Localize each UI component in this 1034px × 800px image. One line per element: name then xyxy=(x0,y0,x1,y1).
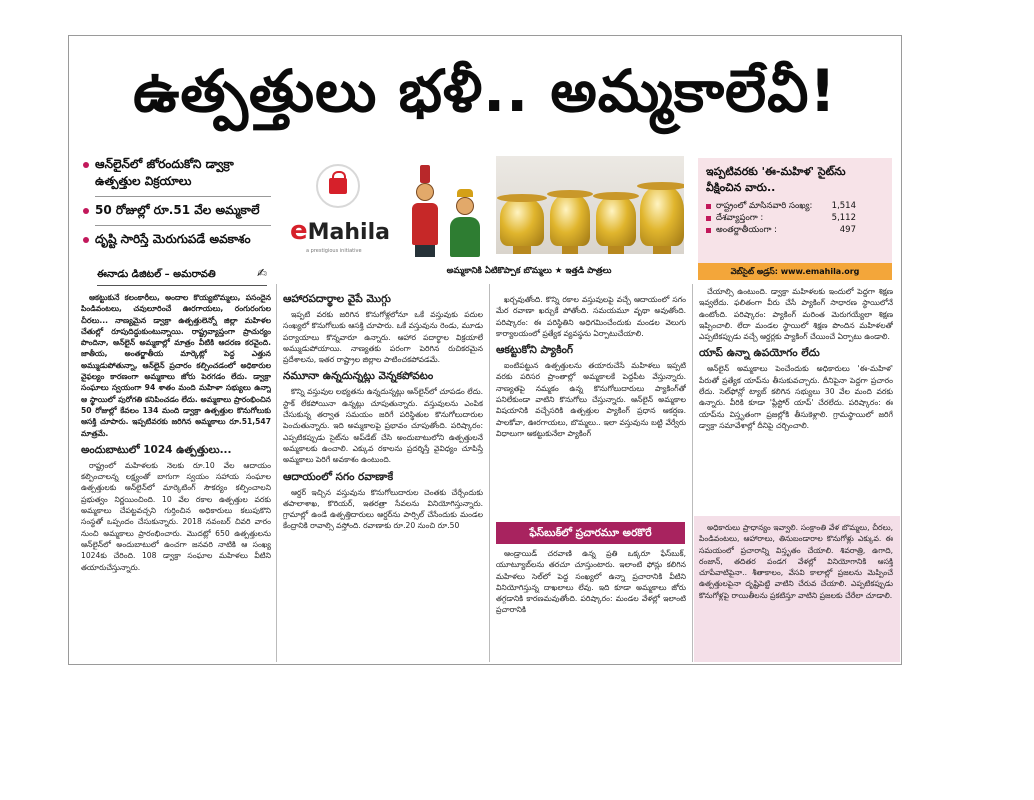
section-heading: ఆదాయంలో సగం రవాణాకే xyxy=(283,470,394,483)
pen-icon: ✍ xyxy=(256,266,267,280)
article-paragraph: కొన్ని వస్తువుల లభ్యతను ఉన్నదున్నట్లు ఆన్‌లైన్‌లో చూపడం లేదు. స్టాక్ లేకపోయినా ఉన్నట్లు చూపుతున్నారు. వస్తువులను ఎంపిక చేసుకున్న తర్వాత సమయం జరిగే పరిస్థితుల కొనుగోలుదారుల పెంచుతున్నారు. ఇది అమ్మకాలపై ప్రభావం చూపుతోంది. పరిష్కారం: ఎప్పటికప్పుడు సైట్‌ను అప్‌డేట్ చేసి అందుబాటులోని ఉత్పత్తులనే అమ్మకాలకు ఉంచాలి. ఎక్కువ రకాలను ప్రదర్శిస్తే వైవిధ్యం చూపిస్తే అమ్మకాలు పెరిగే అవకాశం ఉంటుంది. xyxy=(283,387,483,465)
article-column-3-bottom xyxy=(496,548,686,662)
logo-letter: e xyxy=(290,216,308,246)
visitor-stats-box xyxy=(698,158,892,280)
section-heading: ఆకట్టుకోని ప్యాకింగ్ xyxy=(496,344,574,357)
stat-row xyxy=(698,224,892,236)
male-doll xyxy=(410,165,440,257)
logo-name: Mahila xyxy=(307,220,390,245)
facebook-section-heading: ఫేస్‌బుక్‌లో ప్రచారమూ అరకొరే xyxy=(496,522,685,544)
article-column-3-top xyxy=(496,294,686,520)
byline-text: ఈనాడు డిజిటల్ – అమరావతి xyxy=(97,269,216,280)
article-column-4 xyxy=(699,286,893,512)
shopping-bag-icon xyxy=(316,164,360,208)
bullet-item: దృష్టి సారిస్తే మెరుగుపడే అవకాశం xyxy=(81,231,271,248)
section-heading: అందుబాటులో 1024 ఉత్పత్తులు... xyxy=(81,443,232,456)
bullet-item: ఆన్‌లైన్‌లో జోరందుకోని డ్వాక్రా ఉత్పత్తుల విక్రయాలు xyxy=(81,156,271,190)
brass-vessels-photo xyxy=(496,156,684,254)
byline xyxy=(97,268,267,286)
article-paragraph: ఖర్చవుతోంది. కొన్ని రకాల వస్తువులపై వచ్చే ఆదాయంలో సగం మేర రవాణా ఖర్చుకే పోతోంది. సమయమూ వృథా అవుతోంది. పరిష్కారం: ఈ పరిస్థితిని అధిగమించేందుకు మండల వెలుగు కార్యాలయంలో ప్రత్యేక వ్యవస్థను ఏర్పాటుచేయాలి. xyxy=(496,295,686,338)
section-heading: నమూనా ఉన్నదున్నట్లు వెన్నకపోవటం xyxy=(283,370,434,383)
summary-bullets xyxy=(81,156,271,254)
article-paragraph: చేయాల్సి ఉంటుంది. డ్వాక్రా మహిళలకు ఇందులో పెద్దగా శిక్షణ ఇవ్వలేదు. ఫలితంగా వీరు చేసే ప్యాకింగ్ సాధారణ స్థాయిలోనే ఉంటోంది. పరిష్కారం: ప్యాకింగ్ మరింత మెరుగయ్యేలా శిక్షణ ఇప్పించాలి. లేదా మండల స్థాయిలో శిక్షణ పొందిన మహిళలతో ఎప్పటికప్పుడు వచ్చే ఆర్డర్లకు ప్యాకింగ్ చేయించే ఏర్పాటు ఉండాలి. xyxy=(699,287,893,342)
website-url[interactable]: www.emahila.org xyxy=(780,267,860,276)
headline: ఉత్పత్తులు భళీ.. అమ్మకాలేవీ! xyxy=(133,57,837,125)
stat-row xyxy=(698,200,892,212)
article-paragraph: ఆర్డర్ ఇచ్చిన వస్తువును కొనుగోలుదారుల చెంతకు చేర్చేందుకు తపాలాశాఖ, కొరియర్, ఇతరత్రా సేవలను వినియోగిస్తున్నారు. గ్రామాల్లో ఉండే ఉత్పత్తిదారులు ఆర్డర్‌ను పార్సిల్ చేసేందుకు మండల కేంద్రానికి రావాల్సి వస్తోంది. రవాణాకు రూ.20 నుంచి రూ.50 xyxy=(283,487,483,531)
stat-label: రాష్ట్రంలో మాసినవారి సంఖ్య: xyxy=(716,201,813,211)
stat-label: దేశవ్యాప్తంగా : xyxy=(716,213,764,223)
female-doll xyxy=(450,189,480,257)
article-paragraph: ఐంటిపట్టున ఉత్పత్తులను తయారుచేసే మహిళలు ఇప్పటి వరకు పరిసర ప్రాంతాల్లో అమ్మకాలకే పెద్దపీట వేస్తున్నారు. నాణ్యతపై నమ్మకం ఉన్న కొనుగోలుదారులు ప్యాకింగ్‌తో పనిలేకుండా వాటిని కొనుగోలు చేస్తున్నారు. ఆన్‌లైన్ అమ్మకాల విషయానికి వచ్చేసరికి ఉత్పత్తుల ప్యాకింగ్ ప్రధాన ఆకర్షణ. పాలకోవా, ఊరగాయలు, బొమ్మలు.. ఇలా వస్తువును బట్టి వేర్వేరు విధాలుగా ఆకట్టుకునేలా ప్యాకింగ్ xyxy=(496,361,686,438)
column-divider xyxy=(276,284,277,662)
photo-caption: అమ్మకానికి ఏటికొప్పాక బొమ్మలు ★ ఇత్తడి పాత్రలు xyxy=(446,266,612,276)
bullet-divider xyxy=(95,225,271,226)
section-heading: యాప్ ఉన్నా ఉపయోగం లేదు xyxy=(699,347,820,360)
section-heading: ఆహారపదార్థాల వైపే మొగ్గు xyxy=(283,293,391,305)
article-column-1 xyxy=(81,292,271,662)
website-bar xyxy=(698,263,892,280)
article-paragraph: అధికారులు ప్రాధాన్యం ఇవ్వాలి. సంక్రాంతి వేళ బొమ్మలు, చీరలు, పిండివంటలు, ఆహారాలు, తినుబండారాల కొనుగోళ్లు ఎక్కువ. ఈ సమయంలో ప్రచారాన్ని విస్తృతం చేయాలి. శివరాత్రి, ఉగాది, రంజాన్, తదితర పండగ వేళల్లో వినియోగానికి ఆసక్తి చూపేవాటిపైనా.. శీతాకాలం, వేసవి కాలాల్లో ప్రజలను మెప్పించే ఉత్పత్తులపైనా దృష్టిపెట్టి వాటిని చేరువ చేయాలి. ఎప్పటికప్పుడు కొనుగోళ్లపై రాయితీలను ప్రకటిస్తూ వాటిని ప్రజలకు చేరేలా చూడాలి. xyxy=(699,523,893,600)
article-paragraph: ఆన్‌లైన్ అమ్మకాలు పెంచేందుకు అధికారులు 'ఈ-మహిళ' పేరుతో ప్రత్యేక యాప్‌ను తీసుకువచ్చారు. దీనిపైనా పెద్దగా ప్రచారం లేదు. సెల్‌ఫోన్లో ట్యాబ్ కలిగిన సభ్యులు 30 వేల మంది వరకు ఉన్నారు. వీరికి కూడా 'ప్లేస్టోర్ యాప్' చేరలేదు. పరిష్కారం: ఈ యాప్‌ను విస్తృతంగా ప్రజల్లోకి తీసుకెళ్లాలి. గ్రామస్థాయిలో జరిగే డ్వాక్రా సమావేశాల్లో దీనిపై చర్చించాలి. xyxy=(699,364,893,430)
article-column-4-bottom xyxy=(699,522,893,660)
bullet-item: 50 రోజుల్లో రూ.51 వేల అమ్మకాలే xyxy=(81,202,271,219)
stat-value: 1,514 xyxy=(831,201,856,211)
infobox-title: ఇప్పటివరకు 'ఈ-మహిళ' సైట్‌ను వీక్షించిన వారు.. xyxy=(706,165,846,194)
etikoppaka-dolls-image xyxy=(402,158,492,263)
stat-value: 5,112 xyxy=(831,213,856,223)
bullet-divider xyxy=(95,196,271,197)
column-divider xyxy=(692,284,693,662)
article-paragraph: ఇప్పటి వరకు జరిగిన కొనుగోళ్లలోనూ ఒకే వస్తువుకు పదుల సంఖ్యలో కొనుగోలుకు ఆసక్తి చూపారు. ఒకే వస్తువును రెండు, మూడు పర్యాయాలు కొన్నవారూ ఉన్నారు. ఆహార పదార్థాల విక్రయాలే అమ్ముడుపోయాయి. నాణ్యతకు పరంగా పెరిగిన రుచికరమైన ప్రదేశాలను, ఇతర రాష్ట్రాల జిల్లాల పాటించకపోవడమే. xyxy=(283,310,483,365)
stat-label: అంతర్జాతీయంగా : xyxy=(716,225,777,235)
emahila-logo xyxy=(284,156,394,266)
article-column-2 xyxy=(283,288,483,662)
article-paragraph: రాష్ట్రంలో మహిళలకు నెలకు రూ.10 వేల ఆదాయం కల్పించాలన్న లక్ష్యంతో బాగుగా స్వయం సహాయ సంఘాల ఉత్పత్తులకు ఆన్‌లైన్‌లో మార్కెటింగ్ సౌకర్యం కల్పించాలని ప్రభుత్వం నిర్ణయించింది. 10 వేల రకాల ఉత్పత్తుల వరకు అమ్మకాలు చేపట్టవచ్చని గుర్తించిన అధికారులు కలుపుకొని సంస్థతో ఒప్పందం చేసుకున్నారు. 2018 నవంబర్ చివరి వారం నుంచి అమ్మకాలు ప్రారంభించారు. మొదట్లో 650 ఉత్పత్తులను ఆన్‌లైన్‌లో అందుబాటులో ఉంచగా జనవరి నాటికి ఆ సంఖ్య 1024కు చేరింది. 108 డ్వాక్రా సంఘాల మహిళలు వీటిని తయారుచేస్తున్నారు. xyxy=(81,460,271,572)
newspaper-clipping xyxy=(68,35,902,665)
article-paragraph: ఆండ్రాయిడ్ చరవాణి ఉన్న ప్రతి ఒక్కరూ ఫేస్‌బుక్, యూట్యూబ్‌లను తరచూ చూస్తుంటారు. ఇలాంటి ఫోన్లు కలిగిన మహిళలు సెల్‌లో పెద్ద సంఖ్యలో ఉన్నా ప్రచారానికి వీటిని వినియోగిస్తున్న దాఖలాలు లేవు. ఇది కూడా అమ్మకాలు జోరు తగ్గడానికి కారణమవుతోంది. పరిష్కారం: మండల వేళల్లో ఇలాంటి ప్రచారానికి xyxy=(496,549,686,615)
column-divider xyxy=(489,284,490,662)
website-label: వెబ్‌సైట్ అడ్రస్: xyxy=(730,267,781,276)
logo-wordmark xyxy=(290,216,390,246)
article-intro: ఆకట్టుకునే కలంకారీలు, అందాల కొయ్యబొమ్మలు, పసందైన పిండివంటలు, చవులూరించే ఊరగాయలు, రంగురంగుల చీరలు... నాణ్యమైన డ్వాక్రా ఉత్పత్తులెన్నో జిల్లా మహిళల చేతుల్లో రూపుదిద్దుకుంటున్నాయి. రాష్ట్రవ్యాప్తంగా ప్రాచుర్యం పొందినా, ఆన్‌లైన్ అమ్మకాల్లో మాత్రం వీటికి ఆదరణ కరవైంది. జాతీయ, అంతర్జాతీయ మార్కెట్లో పెద్ద ఎత్తున అమ్ముడుపోతున్నా, ఆన్‌లైన్ ప్రచారం కల్పించడంలో అధికారుల వైఫల్యం కారణంగా అమ్మకాలు జోరు పెరగడం లేదు. డ్వాక్రా సంఘాలు స్వయంగా 94 శాతం మంది మహిళా సభ్యులు ఉన్నా ఆ స్థాయిలో పురోగతి కనిపించడం లేదు. అమ్మకాలు ప్రారంభించిన 50 రోజుల్లో కేవలం 134 మంది డ్వాక్రా ఉత్పత్తుల కొనుగోలుకు ఆసక్తి చూపారు. ఇప్పటివరకు జరిగిన అమ్మకాలు రూ.51,547 మాత్రమే. xyxy=(81,293,271,438)
logo-tagline: a prestigious initiative xyxy=(306,248,362,254)
stat-value: 497 xyxy=(839,225,856,235)
stat-row xyxy=(698,212,892,224)
